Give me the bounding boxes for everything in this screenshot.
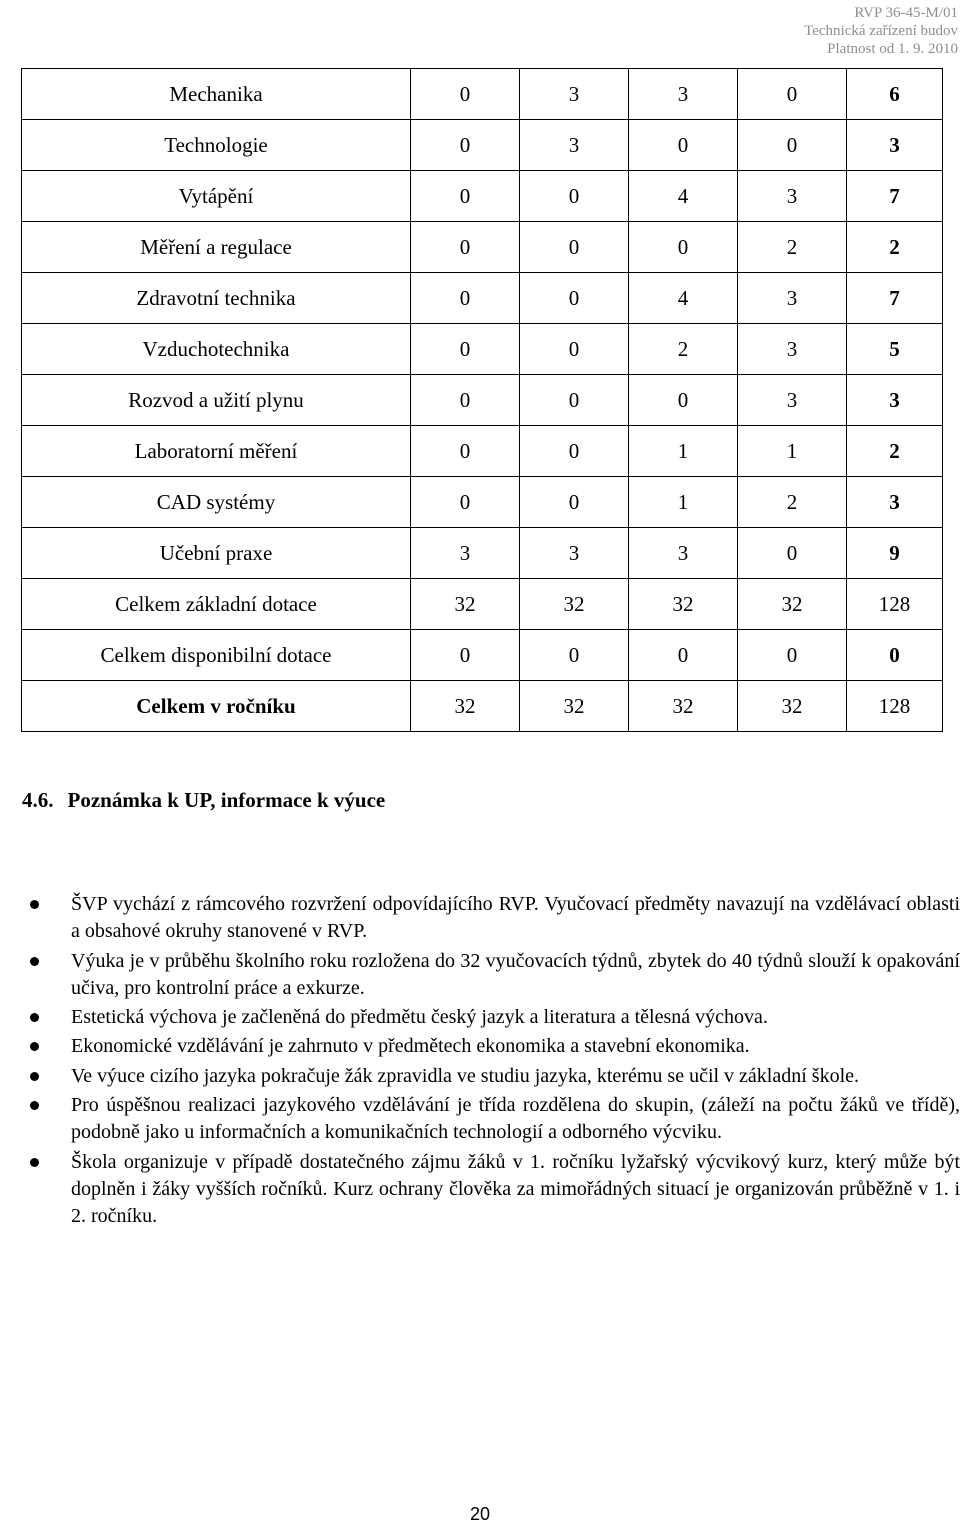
subject-name-cell: Technologie bbox=[22, 120, 411, 171]
bullet-icon bbox=[30, 957, 39, 966]
total-hours-cell: 0 bbox=[847, 630, 943, 681]
year-2-hours-cell: 3 bbox=[520, 69, 629, 120]
note-text: Škola organizuje v případě dostatečného zájmu žáků v 1. ročníku lyžařský výcvikový kurz, který může být doplněn i žáky vyšších ročníků. Kurz ochrany člověka za mimořádných situací je organizován průběžně v 1. i 2. ročníku. bbox=[71, 1150, 960, 1228]
subject-name-cell: Mechanika bbox=[22, 69, 411, 120]
document-header bbox=[804, 4, 958, 58]
note-text: Výuka je v průběhu školního roku rozložena do 32 vyučovacích týdnů, zbytek do 40 týdnů slouží k opakování učiva, pro kontrolní práce a exkurze. bbox=[71, 949, 960, 999]
table-row bbox=[22, 375, 943, 426]
curriculum-table-body bbox=[22, 69, 943, 732]
year-3-hours-cell: 32 bbox=[629, 579, 738, 630]
list-item bbox=[30, 948, 960, 1003]
table-row bbox=[22, 324, 943, 375]
year-3-hours-cell: 1 bbox=[629, 477, 738, 528]
year-3-hours-cell: 2 bbox=[629, 324, 738, 375]
total-hours-cell: 3 bbox=[847, 375, 943, 426]
year-1-hours-cell: 0 bbox=[411, 375, 520, 426]
section-heading bbox=[22, 788, 385, 813]
table-row bbox=[22, 69, 943, 120]
table-row bbox=[22, 630, 943, 681]
year-3-hours-cell: 0 bbox=[629, 120, 738, 171]
year-3-hours-cell: 4 bbox=[629, 171, 738, 222]
year-3-hours-cell: 1 bbox=[629, 426, 738, 477]
total-hours-cell: 6 bbox=[847, 69, 943, 120]
year-4-hours-cell: 1 bbox=[738, 426, 847, 477]
header-validity: Platnost od 1. 9. 2010 bbox=[827, 41, 958, 57]
year-1-hours-cell: 3 bbox=[411, 528, 520, 579]
list-item bbox=[30, 1149, 960, 1231]
year-4-hours-cell: 32 bbox=[738, 681, 847, 732]
year-3-hours-cell: 4 bbox=[629, 273, 738, 324]
year-1-hours-cell: 0 bbox=[411, 222, 520, 273]
list-item bbox=[30, 1033, 960, 1060]
year-4-hours-cell: 0 bbox=[738, 120, 847, 171]
total-hours-cell: 3 bbox=[847, 120, 943, 171]
subject-name-cell: Učební praxe bbox=[22, 528, 411, 579]
header-field-name: Technická zařízení budov bbox=[804, 23, 958, 39]
subject-name-cell: Laboratorní měření bbox=[22, 426, 411, 477]
year-3-hours-cell: 0 bbox=[629, 222, 738, 273]
year-3-hours-cell: 3 bbox=[629, 69, 738, 120]
note-text: Estetická výchova je začleněná do předmětu český jazyk a literatura a tělesná výchova. bbox=[71, 1006, 768, 1029]
bullet-icon bbox=[30, 1101, 39, 1110]
year-4-hours-cell: 3 bbox=[738, 375, 847, 426]
bullet-icon bbox=[30, 900, 39, 909]
year-3-hours-cell: 32 bbox=[629, 681, 738, 732]
year-2-hours-cell: 32 bbox=[520, 681, 629, 732]
notes-list bbox=[30, 891, 960, 1233]
year-4-hours-cell: 3 bbox=[738, 324, 847, 375]
list-item bbox=[30, 1092, 960, 1147]
year-2-hours-cell: 3 bbox=[520, 120, 629, 171]
year-1-hours-cell: 0 bbox=[411, 477, 520, 528]
total-hours-cell: 128 bbox=[847, 579, 943, 630]
table-row bbox=[22, 426, 943, 477]
note-text: Pro úspěšnou realizaci jazykového vzdělávání je třída rozdělena do skupin, (záleží na počtu žáků ve třídě), podobně jako u informačních a komunikačních technologií a odborného výcviku. bbox=[71, 1094, 960, 1144]
subject-name-cell: Vytápění bbox=[22, 171, 411, 222]
section-title: Poznámka k UP, informace k výuce bbox=[67, 788, 386, 812]
bullet-icon bbox=[30, 1013, 39, 1022]
table-row bbox=[22, 681, 943, 732]
table-row bbox=[22, 528, 943, 579]
year-1-hours-cell: 0 bbox=[411, 324, 520, 375]
total-hours-cell: 7 bbox=[847, 171, 943, 222]
year-2-hours-cell: 3 bbox=[520, 528, 629, 579]
curriculum-table bbox=[21, 68, 943, 732]
table-row bbox=[22, 579, 943, 630]
year-2-hours-cell: 32 bbox=[520, 579, 629, 630]
year-2-hours-cell: 0 bbox=[520, 222, 629, 273]
year-4-hours-cell: 0 bbox=[738, 528, 847, 579]
year-1-hours-cell: 0 bbox=[411, 69, 520, 120]
subject-name-cell: Zdravotní technika bbox=[22, 273, 411, 324]
total-hours-cell: 5 bbox=[847, 324, 943, 375]
year-2-hours-cell: 0 bbox=[520, 426, 629, 477]
year-4-hours-cell: 2 bbox=[738, 222, 847, 273]
note-text: Ekonomické vzdělávání je zahrnuto v předmětech ekonomika a stavební ekonomika. bbox=[71, 1035, 750, 1058]
page-number: 20 bbox=[469, 1504, 491, 1524]
subject-name-cell: CAD systémy bbox=[22, 477, 411, 528]
bullet-icon bbox=[30, 1072, 39, 1081]
total-hours-cell: 128 bbox=[847, 681, 943, 732]
year-2-hours-cell: 0 bbox=[520, 477, 629, 528]
subject-name-cell: Rozvod a užití plynu bbox=[22, 375, 411, 426]
year-1-hours-cell: 0 bbox=[411, 273, 520, 324]
subject-name-cell: Vzduchotechnika bbox=[22, 324, 411, 375]
subject-name-cell: Celkem disponibilní dotace bbox=[22, 630, 411, 681]
year-1-hours-cell: 32 bbox=[411, 681, 520, 732]
year-1-hours-cell: 0 bbox=[411, 630, 520, 681]
year-3-hours-cell: 0 bbox=[629, 375, 738, 426]
year-1-hours-cell: 0 bbox=[411, 120, 520, 171]
table-row bbox=[22, 477, 943, 528]
list-item bbox=[30, 1004, 960, 1031]
year-4-hours-cell: 0 bbox=[738, 630, 847, 681]
table-row bbox=[22, 120, 943, 171]
table-row bbox=[22, 171, 943, 222]
bullet-icon bbox=[30, 1042, 39, 1051]
note-text: Ve výuce cizího jazyka pokračuje žák zpravidla ve studiu jazyka, kterému se učil v základní škole. bbox=[71, 1064, 860, 1087]
year-4-hours-cell: 3 bbox=[738, 273, 847, 324]
total-hours-cell: 2 bbox=[847, 222, 943, 273]
note-text: ŠVP vychází z rámcového rozvržení odpovídajícího RVP. Vyučovací předměty navazují na vzdělávací oblasti a obsahové okruhy stanovené v RVP. bbox=[71, 893, 960, 943]
year-4-hours-cell: 0 bbox=[738, 69, 847, 120]
subject-name-cell: Měření a regulace bbox=[22, 222, 411, 273]
year-3-hours-cell: 3 bbox=[629, 528, 738, 579]
year-1-hours-cell: 0 bbox=[411, 426, 520, 477]
year-2-hours-cell: 0 bbox=[520, 630, 629, 681]
year-2-hours-cell: 0 bbox=[520, 324, 629, 375]
year-4-hours-cell: 32 bbox=[738, 579, 847, 630]
total-hours-cell: 9 bbox=[847, 528, 943, 579]
total-hours-cell: 3 bbox=[847, 477, 943, 528]
year-1-hours-cell: 0 bbox=[411, 171, 520, 222]
table-row bbox=[22, 222, 943, 273]
table-row bbox=[22, 273, 943, 324]
year-2-hours-cell: 0 bbox=[520, 171, 629, 222]
list-item bbox=[30, 1063, 960, 1090]
year-1-hours-cell: 32 bbox=[411, 579, 520, 630]
section-number: 4.6. bbox=[22, 788, 54, 812]
subject-name-cell: Celkem základní dotace bbox=[22, 579, 411, 630]
list-item bbox=[30, 891, 960, 946]
total-hours-cell: 2 bbox=[847, 426, 943, 477]
year-2-hours-cell: 0 bbox=[520, 375, 629, 426]
bullet-icon bbox=[30, 1158, 39, 1167]
header-code: RVP 36-45-M/01 bbox=[854, 5, 958, 21]
subject-name-cell: Celkem v ročníku bbox=[22, 681, 411, 732]
total-hours-cell: 7 bbox=[847, 273, 943, 324]
year-4-hours-cell: 3 bbox=[738, 171, 847, 222]
year-4-hours-cell: 2 bbox=[738, 477, 847, 528]
year-2-hours-cell: 0 bbox=[520, 273, 629, 324]
year-3-hours-cell: 0 bbox=[629, 630, 738, 681]
